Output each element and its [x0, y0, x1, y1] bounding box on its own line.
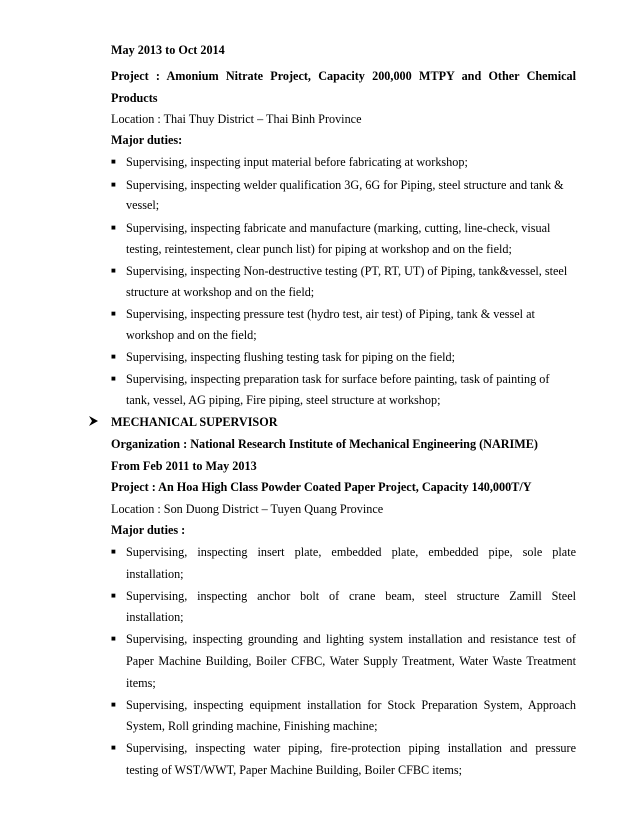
duty-item-continuation: Paper Machine Building, Boiler CFBC, Water Supply Treatment, Water Waste Treatment [126, 654, 576, 668]
job-title-2: MECHANICAL SUPERVISOR [111, 415, 278, 429]
duty-item-continuation: installation; [126, 610, 184, 624]
duties-heading-2: Major duties : [111, 523, 186, 537]
location-1: Location : Thai Thuy District – Thai Binh Province [111, 112, 362, 126]
duty-item-continuation: items; [126, 676, 156, 690]
square-bullet-icon: ■ [111, 157, 116, 166]
organization-2: Organization : National Research Institute of Mechanical Engineering (NARIME) [111, 437, 538, 451]
duty-item: Supervising, inspecting grounding and lighting system installation and resistance test of [126, 632, 576, 646]
square-bullet-icon: ■ [111, 547, 116, 556]
square-bullet-icon: ■ [111, 700, 116, 709]
duty-item-continuation: structure at workshop and on the field; [126, 285, 315, 299]
duty-item-continuation: workshop and on the field; [126, 328, 257, 342]
square-bullet-icon: ■ [111, 374, 116, 383]
duty-item: Supervising, inspecting anchor bolt of crane beam, steel structure Zamill Steel [126, 589, 576, 603]
period-1: May 2013 to Oct 2014 [111, 43, 225, 57]
project-title-line-1: Project : Amonium Nitrate Project, Capacity 200,000 MTPY and Other Chemical [111, 69, 576, 83]
duty-item: Supervising, inspecting fabricate and manufacture (marking, cutting, line-check, visual [126, 221, 551, 235]
duty-item-continuation: testing, reintestement, clear punch list) for piping at workshop and on the field; [126, 242, 512, 256]
square-bullet-icon: ■ [111, 352, 116, 361]
square-bullet-icon: ■ [111, 223, 116, 232]
duty-item: Supervising, inspecting Non-destructive testing (PT, RT, UT) of Piping, tank&vessel, steel [126, 264, 568, 278]
location-2: Location : Son Duong District – Tuyen Quang Province [111, 502, 384, 516]
duty-item-continuation: installation; [126, 567, 184, 581]
project-title-line-2: Products [111, 91, 158, 105]
square-bullet-icon: ■ [111, 266, 116, 275]
duty-item: Supervising, inspecting insert plate, embedded plate, embedded pipe, sole plate [126, 545, 576, 559]
duty-item: Supervising, inspecting welder qualification 3G, 6G for Piping, steel structure and tank & [126, 178, 564, 192]
square-bullet-icon: ■ [111, 591, 116, 600]
period-2: From Feb 2011 to May 2013 [111, 459, 257, 473]
duty-item: Supervising, inspecting equipment installation for Stock Preparation System, Approach [126, 698, 576, 712]
duty-item-continuation: testing of WST/WWT, Paper Machine Building, Boiler CFBC items; [126, 763, 463, 777]
square-bullet-icon: ■ [111, 180, 116, 189]
duty-item: Supervising, inspecting input material before fabricating at workshop; [126, 155, 468, 169]
duty-item: Supervising, inspecting pressure test (hydro test, air test) of Piping, tank & vessel at [126, 307, 535, 321]
duty-item: Supervising, inspecting water piping, fire-protection piping installation and pressure [126, 741, 576, 755]
square-bullet-icon: ■ [111, 743, 116, 752]
duty-item: Supervising, inspecting preparation task for surface before painting, task of painting of [126, 372, 550, 386]
duty-item-continuation: vessel; [126, 198, 160, 212]
square-bullet-icon: ■ [111, 634, 116, 643]
arrowhead-bullet-icon [88, 414, 100, 430]
duties-heading-1: Major duties: [111, 133, 183, 147]
square-bullet-icon: ■ [111, 309, 116, 318]
duty-item-continuation: tank, vessel, AG piping, Fire piping, steel structure at workshop; [126, 393, 441, 407]
duty-item-continuation: System, Roll grinding machine, Finishing machine; [126, 719, 378, 733]
duty-item: Supervising, inspecting flushing testing task for piping on the field; [126, 350, 456, 364]
project-title-2: Project : An Hoa High Class Powder Coated Paper Project, Capacity 140,000T/Y [111, 480, 532, 494]
